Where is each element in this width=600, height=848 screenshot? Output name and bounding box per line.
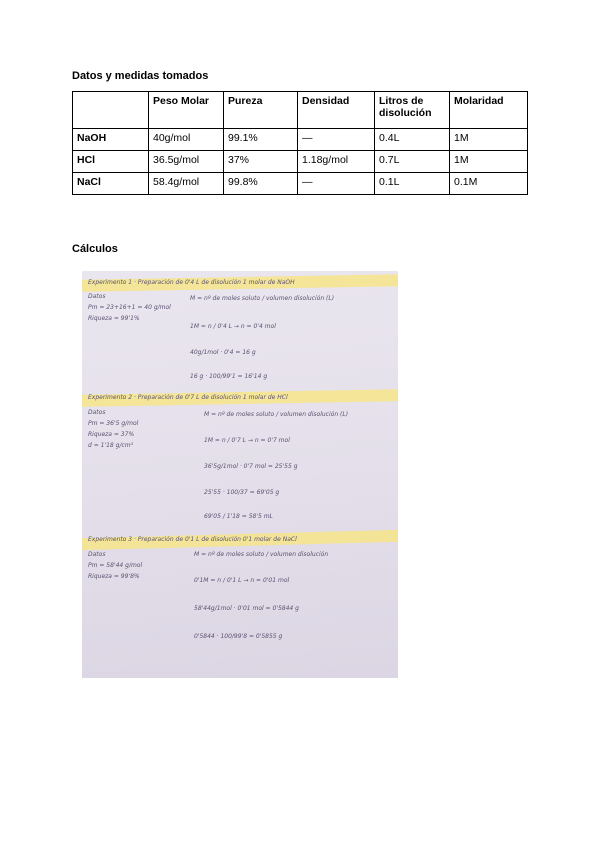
note-line: Datos [88, 293, 106, 300]
table-header-row [73, 92, 528, 129]
table-row-header: NaOH [73, 129, 149, 151]
table-cell: 99.8% [224, 173, 298, 195]
table-cell: 0.4L [375, 129, 450, 151]
table-cell: — [298, 129, 375, 151]
table-cell: 0.1M [450, 173, 528, 195]
experiment-2-title: Experimento 2 · Preparación de 0'7 L de disolución 1 molar de HCl [88, 394, 288, 401]
experiment-3-title: Experimento 3 · Preparación de 0'1 L de disolución 0'1 molar de NaCl [88, 536, 297, 543]
note-line: Datos [88, 409, 106, 416]
note-line: 0'1M = n / 0'1 L → n = 0'01 mol [194, 577, 290, 584]
table-cell: 36.5g/mol [149, 151, 224, 173]
note-line: 16 g · 100/99'1 = 16'14 g [190, 373, 268, 380]
table-cell: 0.7L [375, 151, 450, 173]
note-line: Pm = 58'44 g/mol [88, 562, 143, 569]
data-table [72, 91, 528, 195]
table-header-cell: Peso Molar [149, 92, 224, 129]
table-row-header: HCl [73, 151, 149, 173]
table-cell: 40g/mol [149, 129, 224, 151]
note-line: M = nº de moles soluto / volumen disolución (L) [204, 411, 349, 418]
table-cell: 99.1% [224, 129, 298, 151]
table-row [73, 129, 528, 151]
note-line: 1M = n / 0'7 L → n = 0'7 mol [204, 437, 290, 444]
table-cell: 1.18g/mol [298, 151, 375, 173]
calculos-heading: Cálculos [72, 243, 118, 255]
datos-heading: Datos y medidas tomados [72, 70, 209, 82]
note-line: Pm = 36'5 g/mol [88, 420, 139, 427]
experiment-1-title: Experimento 1 · Preparación de 0'4 L de disolución 1 molar de NaOH [88, 279, 295, 286]
note-line: 58'44g/1mol · 0'01 mol = 0'5844 g [194, 605, 299, 612]
table-row [73, 173, 528, 195]
table-cell: 37% [224, 151, 298, 173]
table-header-cell: Pureza [224, 92, 298, 129]
note-line: Riqueza = 99'1% [88, 315, 140, 322]
table-cell: 0.1L [375, 173, 450, 195]
table-header-cell: Molaridad [450, 92, 528, 129]
table-cell: 1M [450, 129, 528, 151]
note-line: d = 1'18 g/cm³ [88, 442, 134, 449]
note-line: 0'5844 · 100/99'8 = 0'5855 g [194, 633, 283, 640]
table-header-cell: Densidad [298, 92, 375, 129]
table-cell: 58.4g/mol [149, 173, 224, 195]
note-line: 69'05 / 1'18 = 58'5 mL [204, 513, 273, 520]
table-cell: 1M [450, 151, 528, 173]
table-cell: — [298, 173, 375, 195]
note-line: 36'5g/1mol · 0'7 mol = 25'55 g [204, 463, 298, 470]
note-line: Datos [88, 551, 106, 558]
table-header-cell: Litros de disolución [375, 92, 450, 129]
table-row-header: NaCl [73, 173, 149, 195]
table-header-cell [73, 92, 149, 129]
note-line: M = nº de moles soluto / volumen disolución (L) [190, 295, 335, 302]
note-line: Riqueza = 99'8% [88, 573, 140, 580]
note-line: 1M = n / 0'4 L → n = 0'4 mol [190, 323, 276, 330]
note-line: Riqueza = 37% [88, 431, 135, 438]
note-line: 40g/1mol · 0'4 = 16 g [190, 349, 256, 356]
handwritten-notes-photo [82, 271, 398, 678]
note-line: 25'55 · 100/37 = 69'05 g [204, 489, 280, 496]
note-line: M = nº de moles soluto / volumen disolución [194, 551, 329, 558]
table-row [73, 151, 528, 173]
note-line: Pm = 23+16+1 = 40 g/mol [88, 304, 171, 311]
